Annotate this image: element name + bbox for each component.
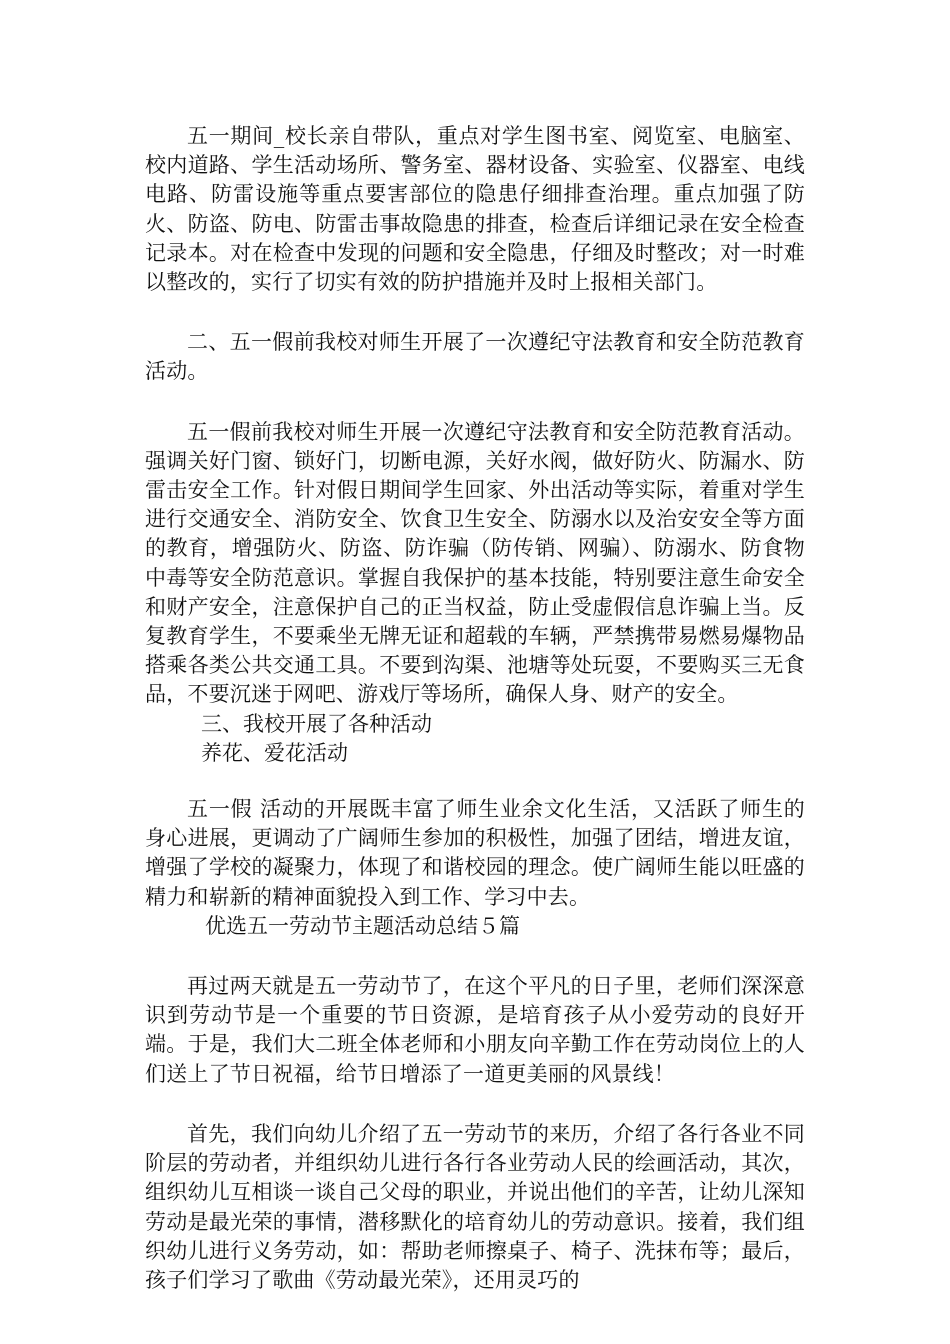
paragraph-activity-summary: 五一假 活动的开展既丰富了师生业余文化生活，又活跃了师生的身心进展，更调动了广阔师生参加的积极性，加强了团结，增进友谊，增强了学校的凝聚力，体现了和谐校园的理念。使广阔师生能以旺盛的精力和崭新的精神面貌投入到工作、学习中去。 xyxy=(145,797,805,909)
document-page xyxy=(145,122,805,1295)
subsection-heading-flowers: 养花、爱花活动 xyxy=(201,740,348,765)
section-three-heading: 三、我校开展了各种活动 xyxy=(201,711,432,736)
paragraph-labor-day-intro: 再过两天就是五一劳动节了，在这个平凡的日子里，老师们深深意识到劳动节是一个重要的节日资源，是培育孩子从小爱劳动的良好开端。于是，我们大二班全体老师和小朋友向辛勤工作在劳动岗位上的人们送上了节日祝福，给节日增添了一道更美丽的风景线！ xyxy=(145,974,805,1086)
paragraph-labor-day-activities: 首先，我们向幼儿介绍了五一劳动节的来历，介绍了各行各业不同阶层的劳动者，并组织幼儿进行各行各业劳动人民的绘画活动，其次，组织幼儿互相谈一谈自己父母的职业，并说出他们的辛苦，让幼儿深知劳动是最光荣的事情，潜移默化的培育幼儿的劳动意识。接着，我们组织幼儿进行义务劳动，如：帮助老师擦桌子、椅子、洗抹布等；最后，孩子们学习了歌曲《劳动最光荣》，还用灵巧的 xyxy=(145,1121,805,1292)
paragraph-section-two-heading: 二、五一假前我校对师生开展了一次遵纪守法教育和安全防范教育活动。 xyxy=(145,330,805,384)
document-title: 优选五一劳动节主题活动总结５篇 xyxy=(205,913,520,938)
paragraph-safety-education: 五一假前我校对师生开展一次遵纪守法教育和安全防范教育活动。强调关好门窗、锁好门，切断电源，关好水阀，做好防火、防漏水、防雷击安全工作。针对假日期间学生回家、外出活动等实际，着重对学生进行交通安全、消防安全、饮食卫生安全、防溺水以及治安安全等方面的教育，增强防火、防盗、防诈骗（防传销、网骗）、防溺水、防食物中毒等安全防范意识。掌握自我保护的基本技能，特别要注意生命安全和财产安全，注意保护自己的正当权益，防止受虚假信息诈骗上当。反复教育学生，不要乘坐无牌无证和超载的车辆，严禁携带易燃易爆物品搭乘各类公共交通工具。不要到沟渠、池塘等处玩耍，不要购买三无食品，不要沉迷于网吧、游戏厅等场所，确保人身、财产的安全。 xyxy=(145,419,805,707)
paragraph-inspection: 五一期间_校长亲自带队，重点对学生图书室、阅览室、电脑室、校内道路、学生活动场所、警务室、器材设备、实验室、仪器室、电线电路、防雷设施等重点要害部位的隐患仔细排查治理。重点加强了防火、防盗、防电、防雷击事故隐患的排查，检查后详细记录在安全检查记录本。对在检查中发现的问题和安全隐患，仔细及时整改；对一时难以整改的，实行了切实有效的防护措施并及时上报相关部门。 xyxy=(145,124,805,295)
